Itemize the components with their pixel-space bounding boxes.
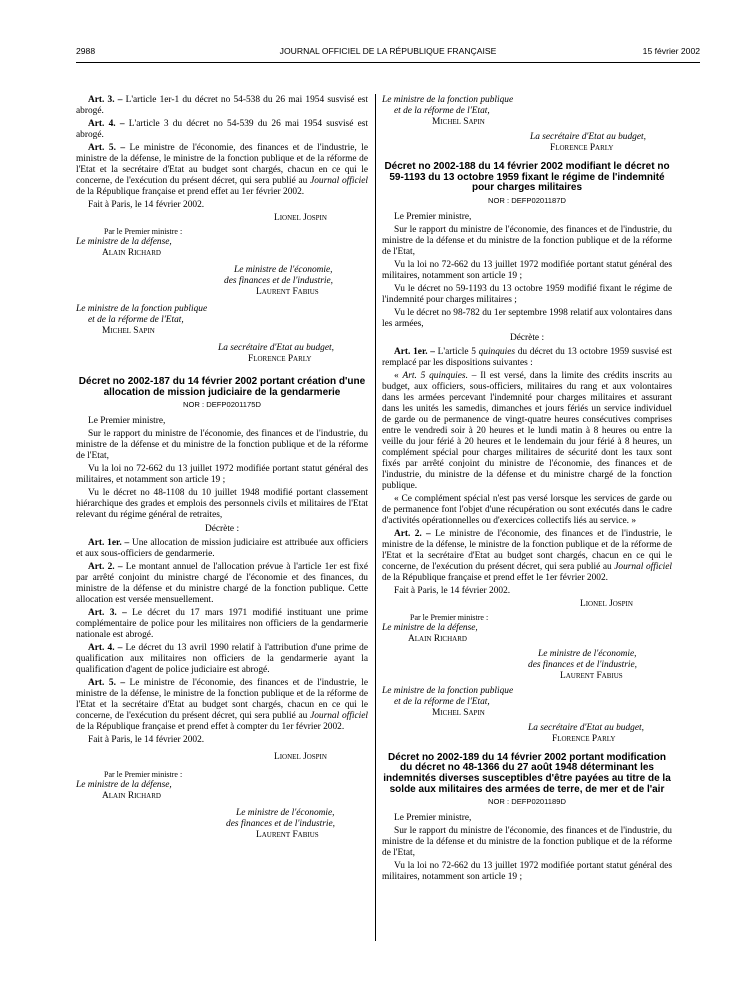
signatory-name: Florence Parly <box>550 143 614 153</box>
decree-title: Décret no 2002-188 du 14 février 2002 modifiant le décret no 59-1193 du 13 octobre 1959 fixant le régime de l'indemnité pour charges militaires <box>384 161 670 194</box>
nor-reference: NOR : DEFP0201175D <box>183 400 261 410</box>
issue-date: 15 février 2002 <box>642 46 700 56</box>
signatory-name: Alain Richard <box>102 248 161 258</box>
decree-title: Décret no 2002-189 du 14 février 2002 portant modification du décret no 48-1366 du 27 août 1948 déterminant les indemnités diverses susceptibles d'être payées au titre de la solde aux militaires des armées de terre, de mer et de l'air <box>383 751 671 795</box>
quoted-article: « Art. 5 quinquies. – Il est versé, dans la limite des crédits inscrits au budget, aux officiers, sous-officiers, militaires du rang et aux volontaires dans les armées percevant l'indemnité pour charges militaires et assurant dans les unités les samedis, dimanches et jours fériés un service individuel de garde ou de permanence de vingt-quatre heures consécutives comprises entre le vendredi soir à 20 heures et le lundi matin à 8 heures ou entre la veille du jour férié à 20 heures et le lendemain du jour férié à 8 heures, un complément spécial pour charges militaires de sécurité dont les taux sont fixés par arrêté conjoint du ministre de l'économie, des finances et de l'industrie, du ministre de la défense et du ministre chargé de la fonction publique. <box>382 370 673 491</box>
article: Art. 5. – Le ministre de l'économie, des finances et de l'industrie, le ministre de la défense, le ministre de la fonction publique et de la réforme de l'Etat et la secrétaire d'Etat au budget sont chargés, chacun en ce qui le concerne, de l'exécution du présent décret, qui sera publié au Journal officiel de la République française et prend effet à compter du 1er février 2002. <box>76 678 368 733</box>
header-rule <box>76 62 700 63</box>
article: Art. 1er. – Une allocation de mission judiciaire est attribuée aux officiers et aux sous-officiers de gendarmerie. <box>76 538 369 560</box>
signature-block: Lionel Jospin Par le Premier ministre : Le ministre de la défense, Alain Richard Le ministre de l'économie, des finances et de l'industrie, Laurent Fabius Le ministre de la fonction publique et de la réforme de l'Etat, Michel Sapin La secrétaire d'Etat au budget, Florence Parly <box>76 213 368 365</box>
decrete-heading: Décrète : <box>204 524 240 535</box>
signature-block: Le ministre de la fonction publique et de la réforme de l'Etat, Michel Sapin La secrétaire d'Etat au budget, Florence Parly <box>382 95 672 154</box>
page-header <box>76 46 700 60</box>
signatory-name: Laurent Fabius <box>256 830 319 841</box>
signatory-name: Lionel Jospin <box>274 213 327 223</box>
nor-reference: NOR : DEFP0201189D <box>488 797 566 807</box>
right-column: Le ministre de la fonction publique et de la réforme de l'Etat, Michel Sapin La secrétaire d'Etat au budget, Florence Parly Décret no 2002-188 du 14 février 2002 modifiant le décret no 59-1193 du 13 octobre 1959 fixant le régime de l'indemnité pour charges militaires NOR : DEFP0201187D Le Premier ministre, Sur le rapport du ministre de l'économie, des finances et de l'industrie, du ministre de la défense et du ministre de la fonction publique et de la réforme de l'Etat, Vu la loi no 72-662 du 13 juillet 1972 modifiée portant statut général des militaires, notamment son article 19 ; Vu le décret no 59-1193 du 13 octobre 1959 modifié fixant le régime de l'indemnité pour charges militaires ; Vu le décret no 98-782 du 1er septembre 1998 relatif aux volontaires dans les armées, Décrète : Art. 1er. – L'article 5 quinquies du décret du 13 octobre 1959 susvisé est remplacé par les dispositions suivantes : « Art. 5 quinquies. – Il est versé, dans la limite des crédits inscrits au budget, aux officiers, sous-officiers, militaires du rang et aux volontaires dans les armées percevant l'indemnité pour charges militaires et assurant dans les unités les samedis, dimanches et jours fériés un service individuel de garde ou de permanence de vingt-quatre heures consécutives comprises entre le vendredi soir à 20 heures et le lundi matin à 8 heures ou entre la veille du jour férié à 20 heures et le lendemain du jour férié à 8 heures, un complément spécial pour charges militaires de sécurité dont les taux sont fixés par arrêté conjoint du ministre de l'économie, des finances et de l'industrie, du ministre de la défense et du ministre chargé de la fonction publique. « Ce complément spécial n'est pas versé lorsque les services de garde ou de permanence font l'objet d'une récupération ou sont exécutés dans le cadre d'activités opérationnelles ou d'exercices collectifs liés au service. » Art. 2. – Le ministre de l'économie, des finances et de l'industrie, le ministre de la défense, le ministre de la fonction publique et de la réforme de l'Etat et la secrétaire d'Etat au budget sont chargés, chacun en ce qui le concerne, de l'exécution du présent décret, qui sera publié au Journal officiel de la République française et prend effet le 1er février 2002. Fait à Paris, le 14 février 2002. Lionel Jospin Par le Premier ministre : Le ministre de la défense, Alain Richard Le ministre de l'économie, des finances et de l'industrie, Laurent Fabius Le ministre de la fonction publique et de la réforme de l'Etat, Michel Sapin La secrétaire d'Etat au budget, Florence Parly Décret no 2002-189 du 14 février 2002 portant modification du décret no 48-1366 du 27 août 1948 déterminant les indemnités diverses susceptibles d'être payées au titre de la solde aux militaires des armées de terre, de mer et de l'air NOR : DEFP0201189D Le Premier ministre, Sur le rapport du ministre de l'économie, des finances et de l'industrie, du ministre de la défense et du ministre de la fonction publique et de la réforme de l'Etat, Vu la loi no 72-662 du 13 juillet 1972 modifiée portant statut général des militaires, notamment son article 19 ; <box>382 95 673 883</box>
left-column: Art. 3. – L'article 1er-1 du décret no 54-538 du 26 mai 1954 susvisé est abrogé. Art. 4. – L'article 3 du décret no 54-539 du 26 mai 1954 susvisé est abrogé. Art. 5. – Le ministre de l'économie, des finances et de l'industrie, le ministre de la défense, le ministre de la fonction publique et de la réforme de l'Etat et la secrétaire d'Etat au budget sont chargés, chacun en ce qui le concerne, de l'exécution du présent décret, qui sera publié au Journal officiel de la République française et prend effet au 1er février 2002. Fait à Paris, le 14 février 2002. Lionel Jospin Par le Premier ministre : Le ministre de la défense, Alain Richard Le ministre de l'économie, des finances et de l'industrie, Laurent Fabius Le ministre de la fonction publique et de la réforme de l'Etat, Michel Sapin La secrétaire d'Etat au budget, Florence Parly Décret no 2002-187 du 14 février 2002 portant création d'une allocation de mission judiciaire de la gendarmerie NOR : DEFP0201175D Le Premier ministre, Sur le rapport du ministre de l'économie, des finances et de l'industrie, du ministre de la défense et du ministre de la fonction publique et de la réforme de l'Etat, Vu la loi no 72-662 du 13 juillet 1972 modifiée portant statut général des militaires, et notamment son article 19 ; Vu le décret no 48-1108 du 10 juillet 1948 modifié portant classement hiérarchique des grades et emplois des personnels civils et militaires de l'Etat relevant du régime général de retraites, Décrète : Art. 1er. – Une allocation de mission judiciaire est attribuée aux officiers et aux sous-officiers de gendarmerie. Art. 2. – Le montant annuel de l'allocation prévue à l'article 1er est fixé par arrêté conjoint du ministre chargé de l'économie et des finances, du ministre de la défense et du ministre chargé de la fonction publique. Cette allocation est versée mensuellement. Art. 3. – Le décret du 17 mars 1971 modifié instituant une prime complémentaire de police pour les militaires non officiers de la gendarmerie nationale est abrogé. Art. 4. – Le décret du 13 avril 1990 relatif à l'attribution d'une prime de qualification aux militaires non officiers de la gendarmerie ayant la qualification d'agent de police judiciaire est abrogé. Art. 5. – Le ministre de l'économie, des finances et de l'industrie, le ministre de la défense, le ministre de la fonction publique et de la réforme de l'Etat et la secrétaire d'Etat au budget sont chargés, chacun en ce qui le concerne, de l'exécution du présent décret, qui sera publié au Journal officiel de la République française et prend effet à compter du 1er février 2002. Fait à Paris, le 14 février 2002. Lionel Jospin Par le Premier ministre : Le ministre de la défense, Alain Richard Le ministre de l'économie, des finances et de l'industrie, Laurent Fabius <box>76 95 369 841</box>
signatory-name: Laurent Fabius <box>560 670 623 681</box>
decree-title: Décret no 2002-187 du 14 février 2002 portant création d'une allocation de mission judiciaire de la gendarmerie <box>78 376 366 398</box>
article: Art. 2. – Le montant annuel de l'allocation prévue à l'article 1er est fixé par arrêté conjoint du ministre chargé de l'économie et des finances, du ministre de la défense et du ministre chargé de la fonction publique. Cette allocation est versée mensuellement. <box>76 562 368 606</box>
signatory-name: Laurent Fabius <box>256 287 319 297</box>
page-number: 2988 <box>76 46 96 56</box>
signatory-name: Michel Sapin <box>102 326 155 336</box>
article: Art. 5. – Le ministre de l'économie, des finances et de l'industrie, le ministre de la défense, le ministre de la fonction publique et de la réforme de l'Etat et la secrétaire d'Etat au budget sont chargés, chacun en ce qui le concerne, de l'exécution du présent décret, qui sera publié au Journal officiel de la République française et prend effet au 1er février 2002. <box>76 143 368 197</box>
decrete-heading: Décrète : <box>509 332 545 343</box>
article: Art. 1er. – L'article 5 quinquies du décret du 13 octobre 1959 susvisé est remplacé par les dispositions suivantes : <box>382 346 672 368</box>
article: Art. 4. – Le décret du 13 avril 1990 relatif à l'attribution d'une prime de qualification aux militaires non officiers de la gendarmerie ayant la qualification d'agent de police judiciaire est abrogé. <box>76 643 368 676</box>
done-at: Fait à Paris, le 14 février 2002. <box>394 585 511 596</box>
column-divider <box>375 94 376 941</box>
signatory-name: Michel Sapin <box>432 117 485 127</box>
article: Art. 4. – L'article 3 du décret no 54-539 du 26 mai 1954 susvisé est abrogé. <box>76 119 368 140</box>
done-at: Fait à Paris, le 14 février 2002. <box>88 735 205 746</box>
signatory-name: Michel Sapin <box>432 707 485 718</box>
journal-title: JOURNAL OFFICIEL DE LA RÉPUBLIQUE FRANÇAISE <box>279 46 497 56</box>
signatory-name: Lionel Jospin <box>580 598 633 609</box>
article: Art. 2. – Le ministre de l'économie, des finances et de l'industrie, le ministre de la défense, le ministre de la fonction publique et de la réforme de l'Etat et la secrétaire d'Etat au budget sont chargés, chacun en ce qui le concerne, de l'exécution du présent décret, qui sera publié au Journal officiel de la République française et prend effet le 1er février 2002. <box>382 528 672 583</box>
signatory-name: Alain Richard <box>102 791 161 802</box>
nor-reference: NOR : DEFP0201187D <box>488 195 566 205</box>
signature-block: Lionel Jospin Par le Premier ministre : Le ministre de la défense, Alain Richard Le ministre de l'économie, des finances et de l'industrie, Laurent Fabius Le ministre de la fonction publique et de la réforme de l'Etat, Michel Sapin La secrétaire d'Etat au budget, Florence Parly <box>382 599 672 745</box>
article: Art. 3. – Le décret du 17 mars 1971 modifié instituant une prime complémentaire de police pour les militaires non officiers de la gendarmerie nationale est abrogé. <box>76 608 369 641</box>
article: Art. 3. – L'article 1er-1 du décret no 54-538 du 26 mai 1954 susvisé est abrogé. <box>76 95 368 116</box>
signatory-name: Florence Parly <box>552 733 616 744</box>
done-at: Fait à Paris, le 14 février 2002. <box>88 200 205 210</box>
quoted-article: « Ce complément spécial n'est pas versé lorsque les services de garde ou de permanence font l'objet d'une récupération ou sont exécutés dans le cadre d'activités opérationnelles ou d'exercices collectifs liés au service. » <box>382 493 672 526</box>
signatory-name: Lionel Jospin <box>274 752 327 763</box>
signature-block: Lionel Jospin Par le Premier ministre : Le ministre de la défense, Alain Richard Le ministre de l'économie, des finances et de l'industrie, Laurent Fabius <box>76 752 368 841</box>
signatory-name: Alain Richard <box>408 633 467 644</box>
signatory-name: Florence Parly <box>248 354 312 364</box>
